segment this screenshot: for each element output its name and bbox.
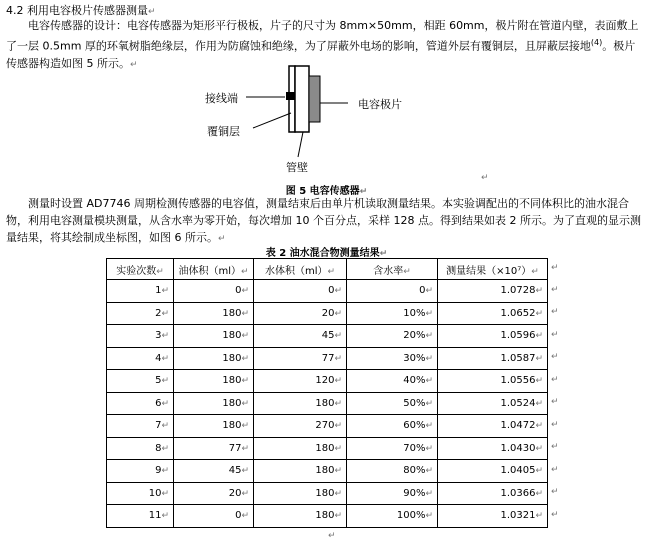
table-cell: 180↵ (254, 505, 347, 528)
table-cell: 1.0596↵ (438, 325, 548, 348)
table-row (107, 392, 548, 415)
table-cell: 180↵ (174, 370, 254, 393)
table-cell: 0↵ (254, 280, 347, 303)
table-cell: 0↵ (347, 280, 438, 303)
results-table (106, 258, 548, 528)
table-cell: 10↵ (107, 482, 174, 505)
table-cell: 180↵ (254, 482, 347, 505)
label-copper-layer: 覆铜层 (207, 125, 240, 138)
table-cell: 180↵ (254, 392, 347, 415)
row-end-mark: ↵ (551, 307, 559, 318)
table-row (107, 505, 548, 528)
table-cell: 180↵ (254, 460, 347, 483)
pipe-wall-leader-line (298, 132, 303, 157)
table-row (107, 437, 548, 460)
header-water-content: 含水率↵ (347, 259, 438, 280)
row-end-mark: ↵ (551, 509, 559, 520)
label-terminal: 接线端 (205, 92, 238, 105)
table-cell: 180↵ (174, 415, 254, 438)
row-end-mark: ↵ (551, 284, 559, 295)
table-cell: 77↵ (254, 347, 347, 370)
table-cell: 45↵ (254, 325, 347, 348)
table-cell: 4↵ (107, 347, 174, 370)
table-cell: 8↵ (107, 437, 174, 460)
table-row (107, 280, 548, 303)
table-cell: 1↵ (107, 280, 174, 303)
footer-paragraph-mark: ↵ (328, 531, 336, 541)
figure-caption: 图 5 电容传感器↵ (285, 186, 368, 197)
terminal-rect (286, 92, 295, 100)
table-cell: 50%↵ (347, 392, 438, 415)
pipe-wall-rect (295, 66, 309, 132)
table-row (107, 460, 548, 483)
label-pipe-wall: 管壁 (286, 161, 308, 174)
table-cell: 1.0556↵ (438, 370, 548, 393)
table-cell: 90%↵ (347, 482, 438, 505)
table-cell: 77↵ (174, 437, 254, 460)
label-capacitor-plate: 电容极片 (358, 98, 402, 111)
table-cell: 1.0728↵ (438, 280, 548, 303)
section-heading: 4.2 利用电容极片传感器测量↵ (6, 4, 156, 17)
table-cell: 1.0587↵ (438, 347, 548, 370)
paragraph-measurement: 测量时设置 AD7746 周期检测传感器的电容值，测量结束后由单片机读取测量结果。本实验调配出的不同体积比的油水混合物，利用电容测量模块测量，从含水率为零开始，每次增加 10 个百分点，采样 128 点。得到结果如表 2 所示。为了直观的显示测量结果，将其绘制成坐标图，如图 6 所示。↵ (6, 197, 641, 244)
table-cell: 1.0524↵ (438, 392, 548, 415)
table-cell: 11↵ (107, 505, 174, 528)
table-row (107, 482, 548, 505)
table-cell: 0↵ (174, 505, 254, 528)
row-end-mark: ↵ (551, 464, 559, 475)
copper-leader-line (253, 113, 291, 128)
row-end-mark: ↵ (551, 263, 559, 273)
table-cell: 0↵ (174, 280, 254, 303)
row-end-mark: ↵ (551, 329, 559, 340)
table-cell: 3↵ (107, 325, 174, 348)
table-cell: 180↵ (174, 392, 254, 415)
table-row (107, 302, 548, 325)
table-cell: 180↵ (254, 437, 347, 460)
table-cell: 1.0652↵ (438, 302, 548, 325)
table-cell: 20%↵ (347, 325, 438, 348)
table-cell: 1.0472↵ (438, 415, 548, 438)
table-cell: 6↵ (107, 392, 174, 415)
table-row (107, 325, 548, 348)
table-cell: 120↵ (254, 370, 347, 393)
table-cell: 9↵ (107, 460, 174, 483)
table-cell: 40%↵ (347, 370, 438, 393)
table-cell: 20↵ (254, 302, 347, 325)
table-caption: 表 2 油水混合物测量结果↵ (265, 248, 388, 259)
row-end-mark: ↵ (551, 419, 559, 430)
table-cell: 270↵ (254, 415, 347, 438)
table-cell: 80%↵ (347, 460, 438, 483)
table-cell: 180↵ (174, 302, 254, 325)
figure-paragraph-mark: ↵ (481, 173, 489, 183)
row-end-mark: ↵ (551, 374, 559, 385)
header-trial: 实验次数↵ (107, 259, 174, 280)
row-end-mark: ↵ (551, 352, 559, 363)
table-cell: 1.0405↵ (438, 460, 548, 483)
capacitor-plate-rect (309, 76, 320, 122)
header-result: 测量结果（×10⁷）↵ (438, 259, 548, 280)
table-cell: 1.0366↵ (438, 482, 548, 505)
table-row (107, 370, 548, 393)
row-end-mark: ↵ (551, 487, 559, 498)
table-cell: 20↵ (174, 482, 254, 505)
header-oil-volume: 油体积（ml）↵ (174, 259, 254, 280)
table-cell: 30%↵ (347, 347, 438, 370)
table-cell: 100%↵ (347, 505, 438, 528)
table-cell: 10%↵ (347, 302, 438, 325)
table-cell: 7↵ (107, 415, 174, 438)
table-cell: 5↵ (107, 370, 174, 393)
header-water-volume: 水体积（ml）↵ (254, 259, 347, 280)
table-cell: 70%↵ (347, 437, 438, 460)
row-end-mark: ↵ (551, 442, 559, 453)
table-cell: 180↵ (174, 347, 254, 370)
table-cell: 2↵ (107, 302, 174, 325)
table-cell: 45↵ (174, 460, 254, 483)
paragraph-mark: ↵ (148, 7, 156, 17)
table-cell: 60%↵ (347, 415, 438, 438)
table-row (107, 415, 548, 438)
table-cell: 180↵ (174, 325, 254, 348)
sensor-diagram (0, 0, 653, 200)
table-cell: 1.0430↵ (438, 437, 548, 460)
table-row (107, 347, 548, 370)
row-end-mark: ↵ (551, 397, 559, 408)
paragraph-sensor-design: 电容传感器的设计：电容传感器为矩形平行极板，片子的尺寸为 8mm×50mm，相距 60mm，极片附在管道内壁，表面敷上了一层 0.5mm 厚的环氧树脂绝缘层，作用为防腐蚀和绝缘，为了屏蔽外电场的影响，管道外层有覆铜层，且屏蔽层接地$^{(4)}$。极片传感器构造如图 5 所示。↵ (6, 19, 639, 70)
table-cell: 1.0321↵ (438, 505, 548, 528)
table-header-row (107, 259, 548, 280)
